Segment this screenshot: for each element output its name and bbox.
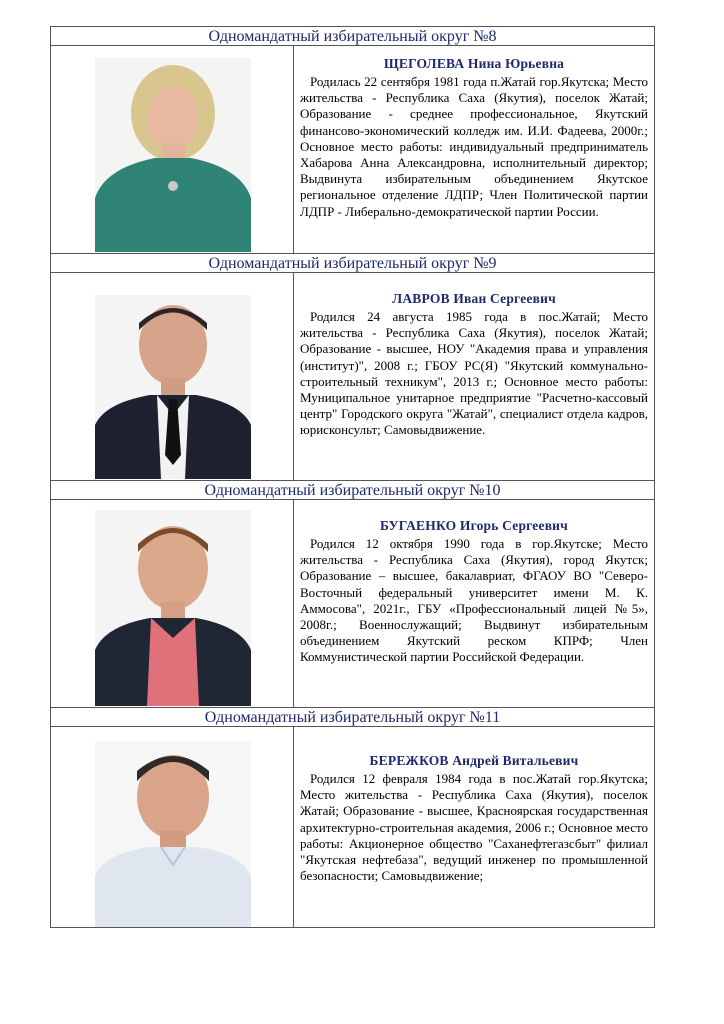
candidate-name: БЕРЕЖКОВ Андрей Витальевич [369, 753, 579, 768]
district-header: Одномандатный избирательный округ №8 [51, 27, 654, 46]
candidate-row [51, 727, 654, 927]
candidate-photo [95, 295, 251, 479]
candidate-photo [95, 510, 251, 706]
photo-cell [51, 500, 294, 707]
candidate-bio: Родился 12 февраля 1984 года в пос.Жатай гор.Якутска; Место жительства - Республика Саха (Якутия), поселок Жатай; Образование - высшее, Красноярская государственная архитектурно-строительная академия, 2006 г.; Основное место работы: Акционерное общество "Саханефтегазсбыт" филиал "Якутская нефтебаза", ведущий инженер по промышленной безопасности; Самовыдвижение; [300, 771, 648, 884]
candidate-row [51, 273, 654, 481]
candidate-name: ЛАВРОВ Иван Сергеевич [392, 291, 556, 306]
candidates-table [50, 26, 655, 928]
candidate-bio: Родился 12 октября 1990 года в гор.Якутске; Место жительства - Республика Саха (Якутия), город Якутск; Образование – высшее, бакалавриат, ФГАОУ ВО "Северо-Восточный федеральный университет имени М. К. Аммосова", 2021г., ГБУ «Профессиональный лицей №5», 2008г.; Военнослужащий; Выдвинут избирательным объединением Якутский реском КПРФ; Член Коммунистической партии Российской Федерации. [300, 536, 648, 665]
district-header: Одномандатный избирательный округ №9 [51, 254, 654, 273]
photo-cell [51, 46, 294, 253]
candidate-row [51, 46, 654, 254]
candidate-bio: Родился 24 августа 1985 года в пос.Жатай; Место жительства - Республика Саха (Якутия), поселок Жатай; Образование - высшее, НОУ "Академия права и управления (институт)", 2008 г.; ГБОУ РС(Я) "Якутский коммунально-строительный техникум", 2013 г.; Основное место работы: Муниципальное унитарное предприятие "Расчетно-кассовый центр" Городского округа "Жатай", специалист отдела кадров, юрисконсульт; Самовыдвижение. [300, 309, 648, 438]
district-header: Одномандатный избирательный округ №11 [51, 708, 654, 727]
photo-cell [51, 273, 294, 480]
candidate-name: БУГАЕНКО Игорь Сергеевич [380, 518, 568, 533]
bio-cell [294, 46, 654, 253]
candidate-bio: Родилась 22 сентября 1981 года п.Жатай гор.Якутска; Место жительства - Республика Саха (Якутия), поселок Жатай; Образование - среднее профессиональное, Якутский финансово-экономический колледж им. И.И. Фадеева, 2000г.; Основное место работы: индивидуальный предприниматель Хабарова Анна Александровна, исполнительный директор; Выдвинута избирательным объединением Якутское региональное отделение ЛДПР; Член Политической партии ЛДПР - Либерально-демократической партии России. [300, 74, 648, 219]
bio-cell [294, 500, 654, 707]
photo-cell [51, 727, 294, 927]
bio-cell [294, 727, 654, 927]
district-header: Одномандатный избирательный округ №10 [51, 481, 654, 500]
bio-cell [294, 273, 654, 480]
candidate-photo [95, 741, 251, 927]
candidate-name: ЩЕГОЛЕВА Нина Юрьевна [383, 56, 565, 71]
candidate-photo [95, 58, 251, 252]
candidate-row [51, 500, 654, 708]
